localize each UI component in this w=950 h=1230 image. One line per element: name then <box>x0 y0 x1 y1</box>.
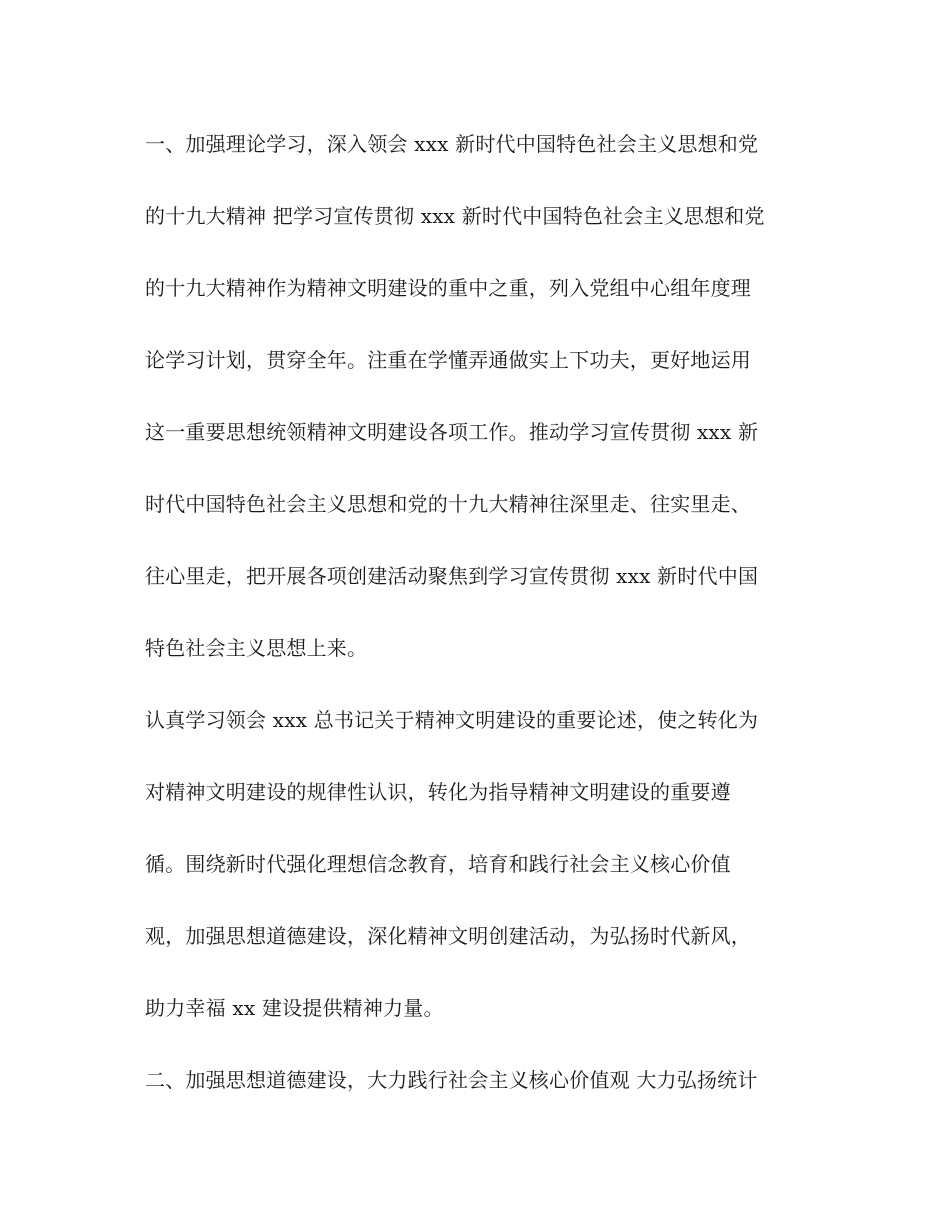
text-line: 这一重要思想统领精神文明建设各项工作。推动学习宣传贯彻 xxx 新 <box>145 420 759 444</box>
text-line: 认真学习领会 xxx 总书记关于精神文明建设的重要论述，使之转化为 <box>145 708 759 732</box>
text-line: 助力幸福 xx 建设提供精神力量。 <box>145 996 444 1020</box>
text-line: 时代中国特色社会主义思想和党的十九大精神往深里走、往实里走、 <box>145 492 751 516</box>
text-line: 往心里走，把开展各项创建活动聚焦到学习宣传贯彻 xxx 新时代中国 <box>145 564 759 588</box>
text-line: 观，加强思想道德建设，深化精神文明创建活动，为弘扬时代新风， <box>145 924 751 948</box>
text-line: 论学习计划，贯穿全年。注重在学懂弄通做实上下功夫，更好地运用 <box>145 348 751 372</box>
text-line: 一、加强理论学习，深入领会 xxx 新时代中国特色社会主义思想和党 <box>145 132 759 156</box>
text-line: 循。围绕新时代强化理想信念教育，培育和践行社会主义核心价值 <box>145 852 731 876</box>
text-line: 特色社会主义思想上来。 <box>145 636 368 660</box>
text-line: 的十九大精神作为精神文明建设的重中之重，列入党组中心组年度理 <box>145 276 751 300</box>
text-line: 的十九大精神 把学习宣传贯彻 xxx 新时代中国特色社会主义思想和党 <box>145 204 765 228</box>
text-line: 二、加强思想道德建设，大力践行社会主义核心价值观 大力弘扬统计 <box>145 1068 758 1092</box>
text-line: 对精神文明建设的规律性认识，转化为指导精神文明建设的重要遵 <box>145 780 731 804</box>
